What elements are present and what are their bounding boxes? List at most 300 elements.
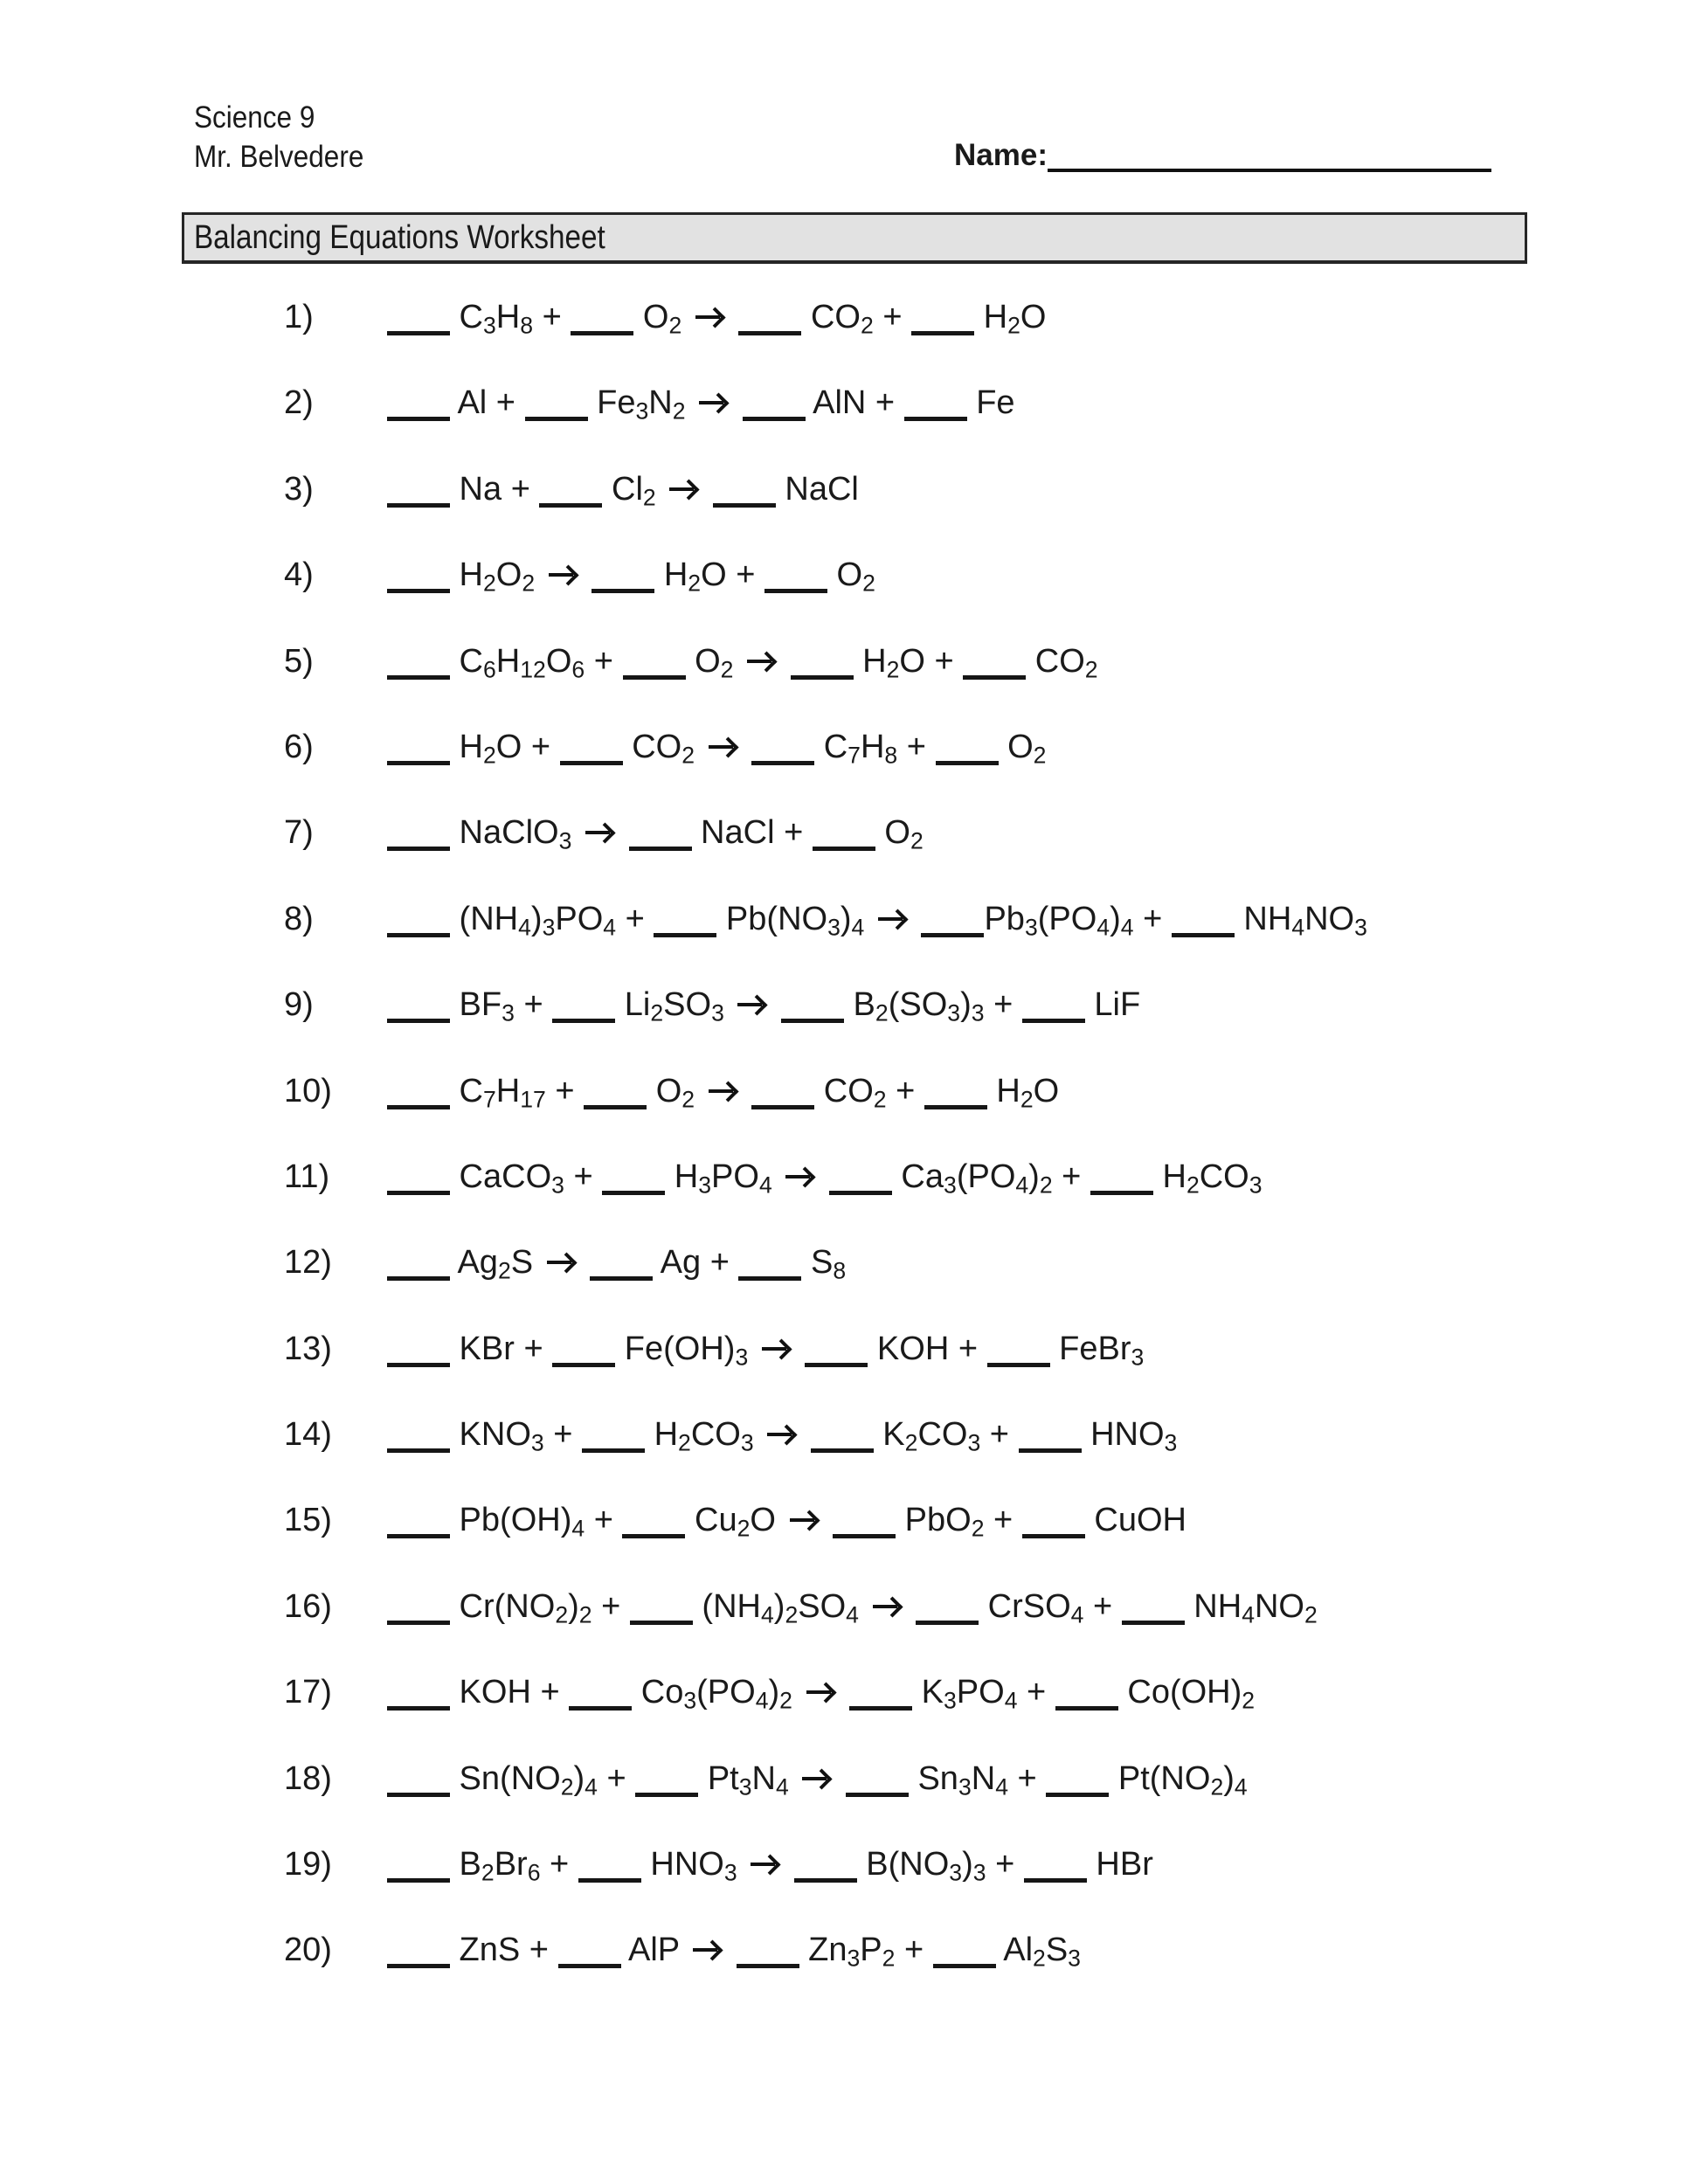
formula-text: CuOH <box>1084 1502 1186 1539</box>
coefficient-blank[interactable] <box>387 1517 450 1538</box>
subscript: 7 <box>483 1085 496 1112</box>
coefficient-blank[interactable] <box>387 399 450 421</box>
equation <box>387 814 924 854</box>
formula-text: (PO <box>956 1158 1016 1195</box>
header <box>194 98 363 176</box>
subscript: 4 <box>518 914 531 941</box>
formula-text: K <box>912 1674 944 1711</box>
coefficient-blank[interactable] <box>387 486 450 508</box>
equation-row <box>0 274 1688 360</box>
coefficient-blank[interactable] <box>963 658 1026 680</box>
coefficient-blank[interactable] <box>1046 1775 1109 1797</box>
formula-text: SO <box>663 986 712 1024</box>
coefficient-blank[interactable] <box>539 486 602 508</box>
equation <box>387 1072 1060 1112</box>
subscript: 4 <box>846 1601 859 1628</box>
subscript: 2 <box>578 1601 592 1628</box>
coefficient-blank[interactable] <box>622 1517 685 1538</box>
formula-text: NO <box>1304 900 1355 937</box>
equation-number: 15) <box>284 1502 332 1539</box>
equation-row <box>0 1220 1688 1305</box>
coefficient-blank[interactable] <box>387 1946 450 1968</box>
formula-text <box>681 299 691 335</box>
equation <box>387 1846 1153 1886</box>
equation-number: 17) <box>284 1674 332 1711</box>
formula-text <box>737 1846 747 1883</box>
equation-number: 4) <box>284 556 314 594</box>
coefficient-blank[interactable] <box>560 743 623 765</box>
coefficient-blank[interactable] <box>764 571 827 593</box>
subscript: 2 <box>1084 655 1098 682</box>
coefficient-blank[interactable] <box>552 1001 615 1023</box>
formula-text: Pt <box>698 1759 739 1797</box>
formula-text: CO <box>917 1416 968 1454</box>
equation-number: 18) <box>284 1759 332 1797</box>
subscript: 2 <box>862 570 875 597</box>
formula-text: ) <box>1223 1759 1235 1797</box>
formula-text: ) <box>840 900 852 937</box>
coefficient-blank[interactable] <box>387 571 450 593</box>
formula-text: ) <box>568 1587 579 1625</box>
course-name: Science 9 <box>194 100 315 135</box>
subscript: 2 <box>1033 742 1047 769</box>
coefficient-blank[interactable] <box>387 1173 450 1195</box>
equation <box>387 1674 1256 1714</box>
formula-text: Fe <box>966 384 1015 422</box>
formula-text: NO <box>1254 1587 1304 1625</box>
formula-text <box>535 556 544 593</box>
formula-text: + <box>1052 1158 1090 1195</box>
coefficient-blank[interactable] <box>794 1861 857 1883</box>
formula-text <box>824 1502 834 1538</box>
equation-row <box>0 1564 1688 1649</box>
coefficient-blank[interactable] <box>737 1946 799 1968</box>
coefficient-blank[interactable] <box>751 1088 814 1109</box>
subscript: 3 <box>972 1859 986 1886</box>
formula-text: (NH <box>692 1587 761 1625</box>
formula-text: Al + <box>450 384 525 422</box>
coefficient-blank[interactable] <box>623 658 686 680</box>
page-title: Balancing Equations Worksheet <box>194 218 605 256</box>
coefficient-blank[interactable] <box>387 1689 450 1711</box>
subscript: 4 <box>603 914 617 941</box>
coefficient-blank[interactable] <box>813 829 875 851</box>
formula-text: + <box>564 1158 603 1195</box>
arrow-icon <box>785 1165 816 1188</box>
equation-number: 14) <box>284 1416 332 1454</box>
equation <box>387 900 1367 941</box>
formula-text: + <box>585 1502 623 1539</box>
subscript: 2 <box>1020 1085 1034 1112</box>
formula-text <box>836 1760 846 1797</box>
coefficient-blank[interactable] <box>387 1861 450 1883</box>
formula-text: + <box>986 1846 1024 1883</box>
coefficient-blank[interactable] <box>846 1775 909 1797</box>
equation <box>387 556 875 597</box>
subscript: 2 <box>642 484 656 511</box>
formula-text: C <box>814 728 848 765</box>
formula-text: ) <box>1028 1158 1040 1195</box>
subscript: 8 <box>884 742 898 769</box>
equation-row <box>0 532 1688 618</box>
name-input-line[interactable] <box>1048 151 1491 172</box>
arrow-icon <box>708 736 739 758</box>
equation-number: 13) <box>284 1330 332 1367</box>
formula-text: Na + <box>450 470 540 508</box>
formula-text: ) <box>960 986 972 1024</box>
subscript: 3 <box>1068 1945 1081 1972</box>
subscript: 3 <box>735 1344 749 1371</box>
coefficient-blank[interactable] <box>833 1517 896 1538</box>
formula-text: + <box>984 986 1022 1024</box>
subscript: 12 <box>520 655 546 682</box>
formula-text: Co(OH) <box>1117 1674 1242 1711</box>
formula-text: AlP <box>620 1932 689 1969</box>
formula-text: KOH + <box>868 1330 987 1367</box>
coefficient-blank[interactable] <box>713 486 776 508</box>
formula-text: Pb(NO <box>716 900 828 937</box>
coefficient-blank[interactable] <box>911 314 974 335</box>
formula-text: (SO <box>888 986 948 1024</box>
formula-text: + <box>895 1932 933 1969</box>
formula-text: (NH <box>450 900 519 937</box>
formula-text: O <box>685 642 721 680</box>
formula-text: + <box>514 986 553 1024</box>
coefficient-blank[interactable] <box>635 1775 698 1797</box>
equation <box>387 643 1098 680</box>
coefficient-blank[interactable] <box>781 1001 844 1023</box>
formula-text <box>727 1932 737 1968</box>
formula-text: Ag <box>450 1244 498 1282</box>
formula-text: CaCO <box>450 1158 552 1195</box>
subscript: 3 <box>711 999 724 1026</box>
subscript: 3 <box>847 1945 861 1972</box>
coefficient-blank[interactable] <box>552 1345 615 1367</box>
formula-text: Fe(OH) <box>615 1330 736 1367</box>
formula-text: + <box>540 1846 578 1883</box>
subscript: 2 <box>860 312 874 339</box>
subscript: 6 <box>483 655 496 682</box>
equation <box>387 1587 1318 1628</box>
equation-row <box>0 962 1688 1047</box>
formula-text: + <box>984 1502 1022 1539</box>
subscript: 4 <box>1291 914 1305 941</box>
coefficient-blank[interactable] <box>1122 1603 1185 1625</box>
equation-row <box>0 790 1688 875</box>
coefficient-blank[interactable] <box>1090 1173 1153 1195</box>
arrow-icon <box>695 306 726 328</box>
formula-text: H <box>450 728 483 765</box>
formula-text <box>841 1674 850 1711</box>
equation <box>387 470 859 511</box>
formula-text: BF <box>450 986 502 1024</box>
coefficient-blank[interactable] <box>738 314 801 335</box>
formula-text <box>754 1416 764 1453</box>
equation-row <box>0 360 1688 446</box>
coefficient-blank[interactable] <box>987 1345 1050 1367</box>
coefficient-blank[interactable] <box>1055 1689 1118 1711</box>
equation-number: 16) <box>284 1587 332 1625</box>
formula-text: NH <box>1184 1587 1242 1625</box>
coefficient-blank[interactable] <box>387 314 450 335</box>
equation <box>387 1158 1263 1199</box>
coefficient-blank[interactable] <box>387 743 450 765</box>
formula-text: H <box>495 1072 521 1109</box>
arrow-icon <box>692 1939 723 1961</box>
coefficient-blank[interactable] <box>629 829 692 851</box>
coefficient-blank[interactable] <box>387 1431 450 1453</box>
formula-text: H <box>665 1158 699 1195</box>
equation-number: 11) <box>284 1158 330 1195</box>
subscript: 2 <box>1304 1601 1318 1628</box>
formula-text: C <box>450 299 483 335</box>
subscript: 3 <box>944 1171 957 1199</box>
formula-text: P <box>860 1932 882 1969</box>
equation-row <box>0 1477 1688 1563</box>
subscript: 4 <box>1004 1687 1018 1714</box>
coefficient-blank[interactable] <box>1172 916 1235 937</box>
formula-text: + <box>1133 900 1172 937</box>
formula-text: H <box>495 642 521 680</box>
coefficient-blank[interactable] <box>387 1088 450 1109</box>
coefficient-blank[interactable] <box>743 399 806 421</box>
equation-number: 20) <box>284 1932 332 1969</box>
subscript: 4 <box>571 1515 585 1542</box>
arrow-icon <box>872 1595 903 1618</box>
coefficient-blank[interactable] <box>578 1861 641 1883</box>
formula-text <box>581 1244 591 1281</box>
coefficient-blank[interactable] <box>387 1259 450 1281</box>
formula-text: Cu <box>685 1502 737 1539</box>
coefficient-blank[interactable] <box>630 1603 693 1625</box>
subscript: 2 <box>875 999 889 1026</box>
coefficient-blank[interactable] <box>849 1689 912 1711</box>
equation-row <box>0 1392 1688 1477</box>
formula-text: HBr <box>1086 1846 1153 1883</box>
coefficient-blank[interactable] <box>569 1689 632 1711</box>
formula-text: O + <box>495 728 560 765</box>
formula-text <box>801 1416 811 1453</box>
arrow-icon <box>877 908 909 930</box>
coefficient-blank[interactable] <box>1019 1431 1082 1453</box>
teacher-name: Mr. Belvedere <box>194 140 364 174</box>
coefficient-blank[interactable] <box>1024 1861 1087 1883</box>
subscript: 3 <box>944 1687 957 1714</box>
subscript: 2 <box>904 1429 918 1456</box>
coefficient-blank[interactable] <box>590 1259 653 1281</box>
subscript: 2 <box>668 312 682 339</box>
coefficient-blank[interactable] <box>1022 1517 1085 1538</box>
coefficient-blank[interactable] <box>387 916 450 937</box>
formula-text: Sn <box>908 1759 958 1797</box>
subscript: 8 <box>520 312 534 339</box>
formula-text <box>792 1674 802 1711</box>
subscript: 2 <box>681 1085 695 1112</box>
formula-text: ) <box>962 1846 973 1883</box>
subscript: 2 <box>1242 1687 1256 1714</box>
formula-text <box>771 986 781 1023</box>
formula-text: Cr(NO <box>450 1587 556 1625</box>
formula-text: ZnS + <box>450 1932 558 1969</box>
equation-row <box>0 1736 1688 1821</box>
subscript: 2 <box>785 1601 799 1628</box>
formula-text: FeBr <box>1049 1330 1131 1367</box>
equations-list <box>0 274 1688 1994</box>
subscript: 3 <box>971 999 985 1026</box>
subscript: 2 <box>555 1601 569 1628</box>
formula-text: Al <box>995 1932 1034 1969</box>
formula-text: S <box>1045 1932 1069 1969</box>
equation <box>387 986 1141 1026</box>
formula-text: CrSO <box>979 1587 1071 1625</box>
subscript: 2 <box>678 1429 691 1456</box>
formula-text: H <box>853 642 887 680</box>
formula-text <box>864 901 874 937</box>
formula-text: O <box>1020 299 1047 335</box>
formula-text: CO <box>801 299 861 335</box>
formula-text: O <box>827 556 863 594</box>
formula-text: O <box>750 1502 785 1539</box>
formula-text: (PO <box>1037 900 1097 937</box>
coefficient-blank[interactable] <box>387 1001 450 1023</box>
formula-text: KBr + <box>450 1330 553 1367</box>
coefficient-blank[interactable] <box>387 1603 450 1625</box>
name-field-row <box>954 135 1491 175</box>
coefficient-blank[interactable] <box>921 916 984 937</box>
subscript: 3 <box>947 999 961 1026</box>
formula-text: Ca <box>891 1158 944 1195</box>
arrow-icon <box>761 1337 792 1360</box>
formula-text: + <box>591 1587 630 1625</box>
formula-text <box>748 1330 758 1367</box>
formula-text: Br <box>494 1846 528 1883</box>
formula-text <box>695 729 704 765</box>
formula-text: KOH + <box>450 1674 570 1711</box>
equation-number: 1) <box>284 299 314 335</box>
formula-text: PO <box>555 900 604 937</box>
title-bar <box>182 212 1527 264</box>
arrow-icon <box>737 993 768 1016</box>
subscript: 3 <box>483 312 496 339</box>
formula-text: CO <box>1199 1158 1249 1195</box>
formula-text <box>730 299 739 335</box>
coefficient-blank[interactable] <box>571 314 633 335</box>
formula-text: HNO <box>1081 1416 1165 1454</box>
formula-text: Ag + <box>653 1244 739 1282</box>
formula-text: CO <box>690 1416 741 1454</box>
formula-text: ) <box>530 900 543 937</box>
formula-text <box>907 1588 917 1625</box>
subscript: 3 <box>683 1687 697 1714</box>
subscript: 3 <box>1164 1429 1178 1456</box>
coefficient-blank[interactable] <box>584 1088 647 1109</box>
coefficient-blank[interactable] <box>933 1946 996 1968</box>
coefficient-blank[interactable] <box>387 1775 450 1797</box>
formula-text: (PO <box>696 1674 756 1711</box>
subscript: 2 <box>1033 1945 1046 1972</box>
subscript: 2 <box>483 742 496 769</box>
arrow-icon <box>585 821 616 844</box>
formula-text: + <box>1017 1674 1055 1711</box>
coefficient-blank[interactable] <box>924 1088 987 1109</box>
coefficient-blank[interactable] <box>829 1173 892 1195</box>
equation-row <box>0 876 1688 962</box>
subscript: 3 <box>967 1429 981 1456</box>
formula-text: O <box>1033 1072 1060 1109</box>
formula-text <box>733 643 743 680</box>
arrow-icon <box>750 1853 781 1876</box>
formula-text <box>686 384 695 421</box>
formula-text <box>781 643 791 680</box>
arrow-icon <box>548 563 579 586</box>
coefficient-blank[interactable] <box>387 829 450 851</box>
coefficient-blank[interactable] <box>936 743 999 765</box>
formula-text: + <box>1083 1587 1122 1625</box>
formula-text: N <box>751 1759 776 1797</box>
formula-text <box>789 1760 799 1797</box>
coefficient-blank[interactable] <box>387 658 450 680</box>
equation-row <box>0 1821 1688 1907</box>
equation-number: 12) <box>284 1244 332 1282</box>
formula-text: H <box>654 556 688 594</box>
coefficient-blank[interactable] <box>602 1173 665 1195</box>
formula-text: ) <box>1110 900 1121 937</box>
formula-text: + <box>873 299 912 335</box>
formula-text <box>785 1846 794 1883</box>
arrow-icon <box>801 1767 833 1790</box>
formula-text: K <box>873 1416 905 1454</box>
equation <box>387 728 1047 769</box>
formula-text <box>743 1073 752 1109</box>
subscript: 2 <box>688 570 702 597</box>
coefficient-blank[interactable] <box>387 1345 450 1367</box>
coefficient-blank[interactable] <box>738 1259 801 1281</box>
formula-text: LiF <box>1084 986 1141 1024</box>
coefficient-blank[interactable] <box>805 1345 868 1367</box>
coefficient-blank[interactable] <box>791 658 854 680</box>
coefficient-blank[interactable] <box>582 1431 645 1453</box>
coefficient-blank[interactable] <box>654 916 716 937</box>
formula-text: CO <box>622 728 682 765</box>
subscript: 4 <box>760 1601 774 1628</box>
formula-text: S <box>510 1244 543 1282</box>
coefficient-blank[interactable] <box>525 399 588 421</box>
formula-text: Zn <box>799 1932 847 1969</box>
subscript: 2 <box>1039 1171 1053 1199</box>
formula-text: B(NO <box>856 1846 950 1883</box>
formula-text: O <box>875 814 910 852</box>
coefficient-blank[interactable] <box>811 1431 874 1453</box>
coefficient-blank[interactable] <box>751 743 814 765</box>
equation <box>387 1932 1081 1972</box>
subscript: 2 <box>483 570 496 597</box>
coefficient-blank[interactable] <box>591 571 654 593</box>
formula-text <box>703 471 713 508</box>
coefficient-blank[interactable] <box>904 399 967 421</box>
equation <box>387 1244 847 1284</box>
formula-text: AlN + <box>805 384 904 422</box>
subscript: 3 <box>1354 914 1367 941</box>
formula-text: NaClO <box>450 814 559 852</box>
formula-text: NaCl <box>775 470 859 508</box>
subscript: 2 <box>497 1257 511 1284</box>
coefficient-blank[interactable] <box>916 1603 979 1625</box>
formula-text: O <box>633 299 669 335</box>
coefficient-blank[interactable] <box>558 1946 621 1968</box>
coefficient-blank[interactable] <box>1022 1001 1085 1023</box>
subscript: 3 <box>740 1429 754 1456</box>
formula-text: H <box>450 556 483 594</box>
